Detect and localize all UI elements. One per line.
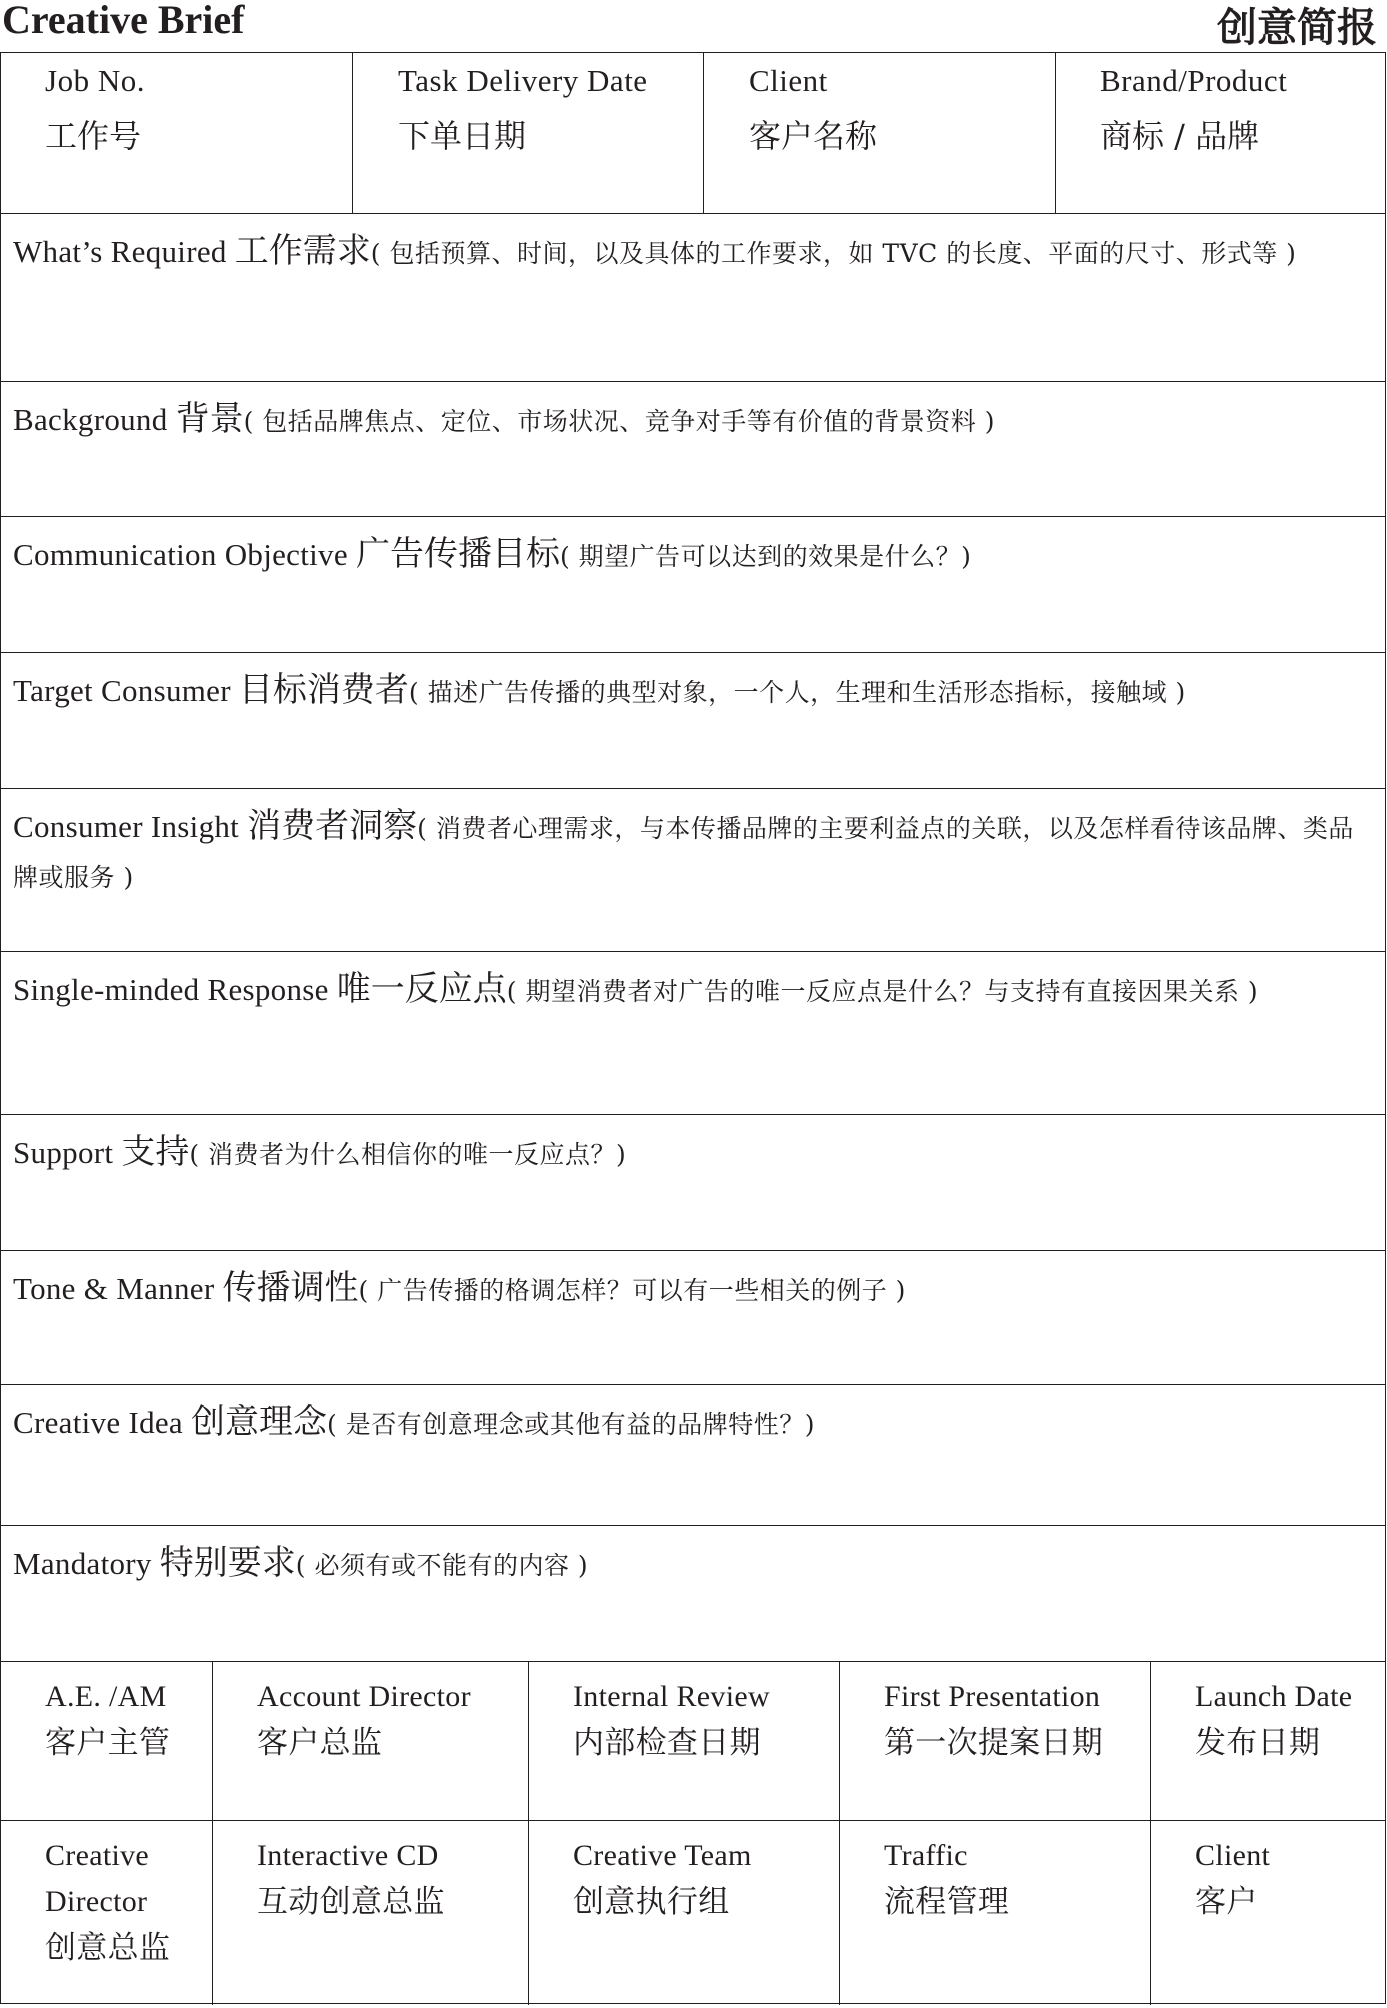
signoff-account-director[interactable] — [213, 1662, 529, 1820]
section-note: ( 期望消费者对广告的唯一反应点是什么？与支持有直接因果关系 ) — [506, 977, 1259, 1006]
section-title-en: Support — [13, 1135, 122, 1170]
section-title-en: Single-minded Response — [13, 972, 337, 1007]
section-title-zh: 支持 — [121, 1132, 190, 1172]
signoff-launch-date[interactable] — [1151, 1662, 1387, 1820]
section-title-en: Background — [13, 402, 176, 437]
task-delivery-date-field[interactable] — [353, 53, 704, 213]
signoff-label: Creative Director 创意总监 — [45, 1839, 171, 1966]
job-no-label-zh: 工作号 — [45, 117, 142, 155]
section-creative-idea[interactable] — [1, 1385, 1385, 1526]
section-note: ( 消费者心理需求，与本传播品牌的主要利益点的关联，以及怎样看待该品牌、类品牌或服务 ) — [13, 814, 1354, 892]
section-note: ( 消费者为什么相信你的唯一反应点？) — [189, 1140, 627, 1169]
section-communication-objective[interactable] — [1, 517, 1385, 653]
section-title-zh: 工作需求 — [234, 231, 371, 271]
client-label-zh: 客户名称 — [749, 117, 878, 155]
section-single-minded-response[interactable] — [1, 952, 1385, 1115]
signoff-client[interactable] — [1151, 1821, 1387, 2005]
signoff-label: Account Director 客户总监 — [257, 1680, 471, 1761]
section-title-en: Target Consumer — [13, 673, 239, 708]
section-target-consumer[interactable] — [1, 653, 1385, 789]
section-note: ( 广告传播的格调怎样？可以有一些相关的例子 ) — [358, 1276, 906, 1305]
signoff-internal-review[interactable] — [529, 1662, 840, 1820]
signoff-row-2 — [1, 1821, 1385, 2005]
section-title-en: Consumer Insight — [13, 809, 248, 844]
signoff-label: Creative Team 创意执行组 — [573, 1839, 752, 1920]
section-title-zh: 传播调性 — [222, 1268, 359, 1308]
signoff-label: Internal Review 内部检查日期 — [573, 1680, 770, 1761]
section-note: ( 期望广告可以达到的效果是什么？) — [559, 542, 972, 571]
signoff-creative-team[interactable] — [529, 1821, 840, 2005]
section-tone-manner[interactable] — [1, 1251, 1385, 1385]
section-title-zh: 背景 — [175, 399, 244, 439]
section-title-zh: 唯一反应点 — [336, 969, 507, 1009]
brand-product-field[interactable] — [1056, 53, 1387, 213]
section-title-en: Communication Objective — [13, 537, 356, 572]
brief-form — [0, 52, 1386, 2004]
section-title-zh: 广告传播目标 — [355, 534, 560, 574]
section-note: ( 描述广告传播的典型对象，一个人，生理和生活形态指标，接触域 ) — [408, 678, 1186, 707]
brand-product-label-zh: 商标 / 品牌 — [1100, 117, 1260, 155]
section-note: ( 包括预算、时间，以及具体的工作要求，如 TVC 的长度、平面的尺寸、形式等 ) — [370, 239, 1297, 268]
section-title-en: Creative Idea — [13, 1405, 192, 1440]
section-title-zh: 消费者洞察 — [247, 806, 418, 846]
task-delivery-date-label-zh: 下单日期 — [398, 117, 527, 155]
signoff-ae-am[interactable] — [1, 1662, 213, 1820]
signoff-label: Traffic 流程管理 — [884, 1839, 1010, 1920]
section-background[interactable] — [1, 382, 1385, 517]
section-title-en: Tone & Manner — [13, 1271, 223, 1306]
section-title-en: Mandatory — [13, 1546, 160, 1581]
signoff-label: Launch Date 发布日期 — [1195, 1680, 1353, 1761]
section-whats-required[interactable] — [1, 214, 1385, 382]
signoff-row-1 — [1, 1662, 1385, 1821]
section-note: ( 包括品牌焦点、定位、市场状况、竞争对手等有价值的背景资料 ) — [243, 407, 995, 436]
title-zh: 创意简报 — [1217, 4, 1377, 51]
section-note: ( 是否有创意理念或其他有益的品牌特性？) — [327, 1410, 816, 1439]
section-title-zh: 目标消费者 — [238, 670, 409, 710]
title-en: Creative Brief — [2, 0, 245, 42]
signoff-first-presentation[interactable] — [840, 1662, 1151, 1820]
signoff-creative-director[interactable] — [1, 1821, 213, 2005]
section-mandatory[interactable] — [1, 1526, 1385, 1662]
client-field[interactable] — [704, 53, 1056, 213]
section-title-en: What’s Required — [13, 234, 235, 269]
signoff-label: First Presentation 第一次提案日期 — [884, 1680, 1104, 1761]
section-title-zh: 创意理念 — [191, 1402, 328, 1442]
client-label: Client — [749, 63, 828, 98]
section-support[interactable] — [1, 1115, 1385, 1251]
task-delivery-date-label: Task Delivery Date — [398, 63, 648, 98]
section-title-zh: 特别要求 — [159, 1543, 296, 1583]
header-row — [1, 53, 1385, 214]
section-consumer-insight[interactable] — [1, 789, 1385, 952]
signoff-label: Interactive CD 互动创意总监 — [257, 1839, 445, 1920]
signoff-interactive-cd[interactable] — [213, 1821, 529, 2005]
brand-product-label: Brand/Product — [1100, 63, 1288, 98]
job-no-label: Job No. — [45, 63, 145, 98]
section-note: ( 必须有或不能有的内容 ) — [295, 1551, 589, 1580]
signoff-label: Client 客户 — [1195, 1839, 1271, 1920]
signoff-label: A.E. /AM 客户主管 — [45, 1680, 171, 1761]
signoff-traffic[interactable] — [840, 1821, 1151, 2005]
job-no-field[interactable] — [1, 53, 353, 213]
